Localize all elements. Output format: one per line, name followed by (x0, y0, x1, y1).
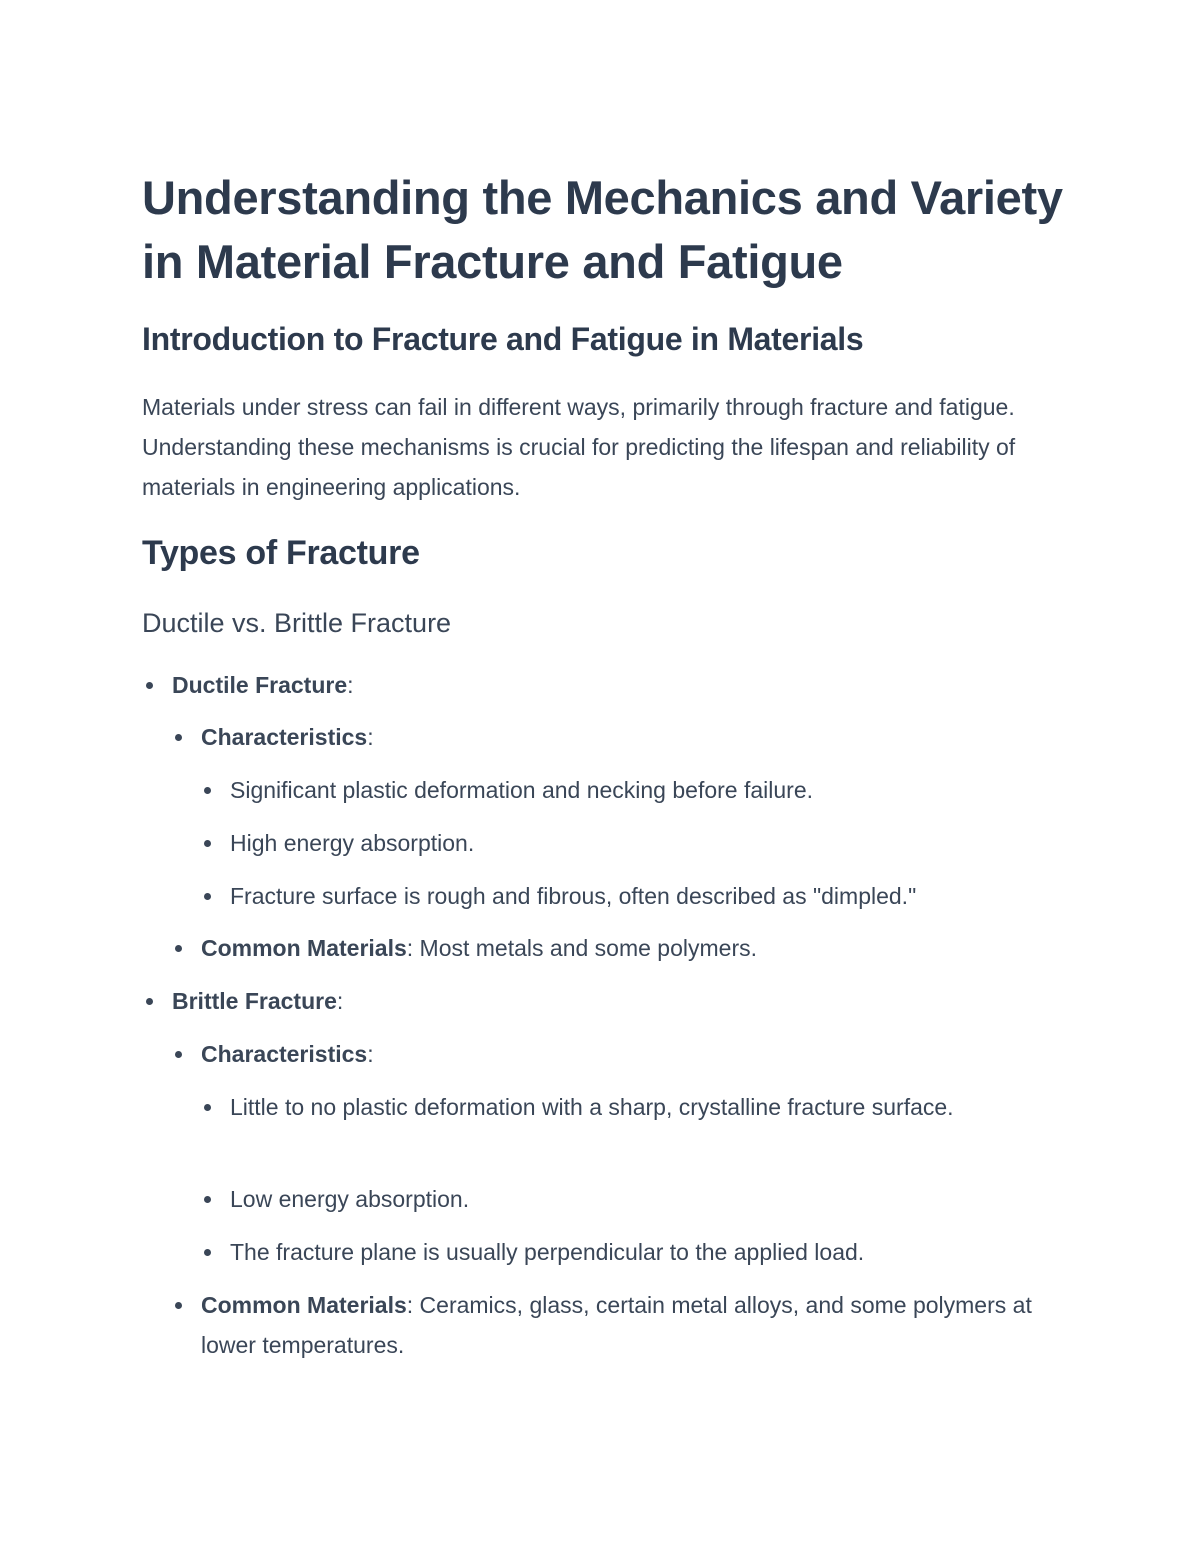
ductile-fracture-label: Ductile Fracture (172, 672, 348, 698)
list-item-brittle-characteristics: Characteristics: (201, 1034, 374, 1074)
list-item-ductile-materials: Common Materials: Most metals and some polymers. (201, 928, 757, 968)
ductile-characteristic-text: High energy absorption. (230, 830, 475, 856)
ductile-characteristic-text: Fracture surface is rough and fibrous, often described as "dimpled." (230, 883, 917, 909)
brittle-characteristic-text: The fracture plane is usually perpendicular to the applied load. (230, 1239, 865, 1265)
intro-paragraph: Materials under stress can fail in different ways, primarily through fracture and fatigue. Understanding these mechanisms is crucial for predicting the lifespan and reliability of materials in engineering applications. (142, 394, 1016, 500)
bullet-icon (204, 893, 211, 900)
bullet-icon (175, 734, 182, 741)
bullet-icon (204, 787, 211, 794)
bullet-icon (204, 1104, 211, 1111)
brittle-materials-label: Common Materials (201, 1292, 407, 1318)
ductile-materials-text: Most metals and some polymers. (419, 935, 757, 961)
bullet-icon (175, 1302, 182, 1309)
ductile-characteristics-label: Characteristics (201, 724, 368, 750)
list-item (230, 1179, 1050, 1219)
ductile-vs-brittle-subheading: Ductile vs. Brittle Fracture (142, 608, 452, 638)
list-item (230, 823, 1050, 863)
list-item (230, 876, 1050, 916)
ductile-materials-label: Common Materials (201, 935, 407, 961)
list-item (230, 770, 1050, 810)
brittle-fracture-label: Brittle Fracture (172, 988, 337, 1014)
brittle-characteristic-text: Low energy absorption. (230, 1186, 470, 1212)
list-item (230, 1232, 1050, 1272)
list-item-brittle-materials: Common Materials: Ceramics, glass, certain metal alloys, and some polymers at lower temperatures. (201, 1285, 1041, 1365)
bullet-icon (146, 682, 153, 689)
brittle-characteristic-text: Little to no plastic deformation with a sharp, crystalline fracture surface. (230, 1094, 954, 1120)
list-item-ductile-fracture: Ductile Fracture: (172, 665, 354, 705)
types-heading: Types of Fracture (142, 534, 420, 572)
list-item (230, 1087, 1030, 1127)
list-item-ductile-characteristics: Characteristics: (201, 717, 374, 757)
bullet-icon (175, 945, 182, 952)
bullet-icon (204, 1196, 211, 1203)
ductile-characteristic-text: Significant plastic deformation and necking before failure. (230, 777, 814, 803)
bullet-icon (175, 1051, 182, 1058)
bullet-icon (204, 840, 211, 847)
bullet-icon (146, 998, 153, 1005)
bullet-icon (204, 1249, 211, 1256)
document-title: Understanding the Mechanics and Variety in Material Fracture and Fatigue (142, 171, 1063, 288)
brittle-characteristics-label: Characteristics (201, 1041, 368, 1067)
brittle-materials-text: Ceramics, glass, certain metal alloys, and some polymers at lower temperatures. (201, 1292, 1032, 1358)
list-item-brittle-fracture: Brittle Fracture: (172, 981, 343, 1021)
intro-heading: Introduction to Fracture and Fatigue in Materials (142, 321, 864, 357)
